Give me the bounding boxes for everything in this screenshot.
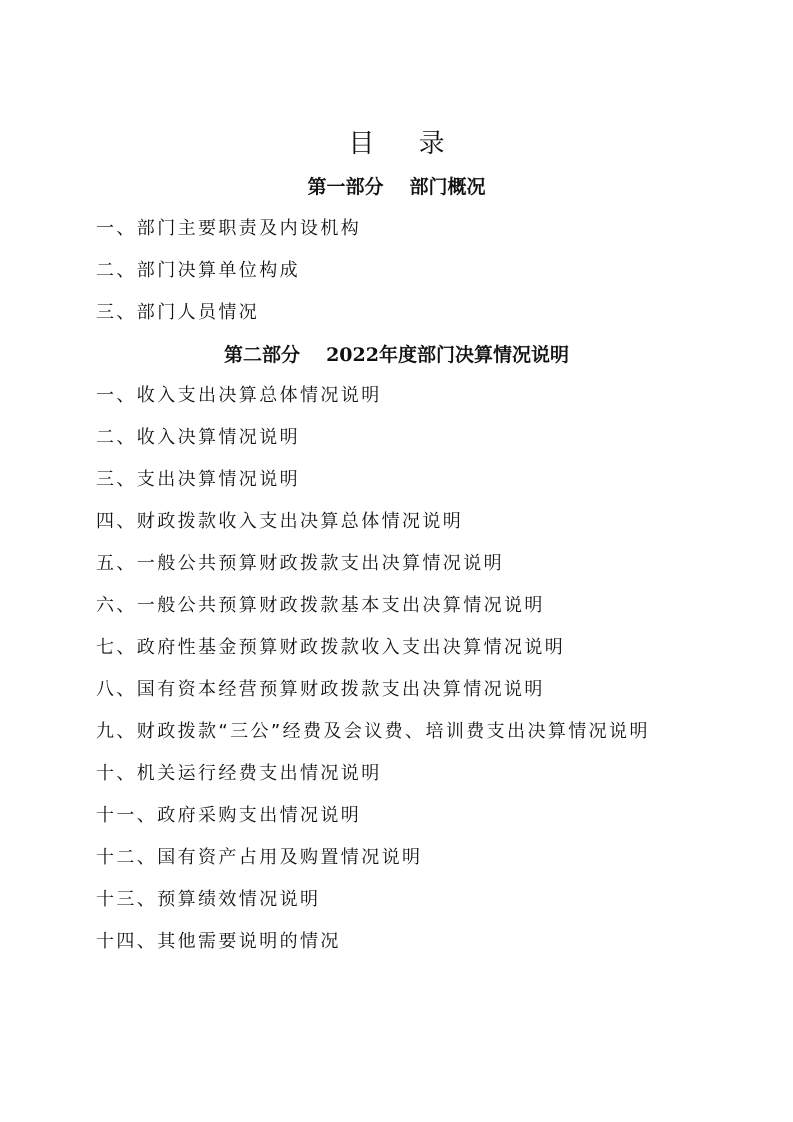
toc-item-2-11[interactable]: 十一、政府采购支出情况说明 [96,805,362,826]
toc-item-2-3[interactable]: 三、支出决算情况说明 [96,469,300,490]
toc-item-2-8[interactable]: 八、国有资本经营预算财政拨款支出决算情况说明 [96,679,545,700]
toc-item-2-10[interactable]: 十、机关运行经费支出情况说明 [96,763,382,784]
toc-item-2-12[interactable]: 十二、国有资产占用及购置情况说明 [96,847,423,868]
part2-label: 第二部分 [224,344,301,366]
part1-heading [0,174,793,200]
toc-item-2-4[interactable]: 四、财政拨款收入支出决算总体情况说明 [96,511,464,532]
part2-heading [0,342,793,368]
toc-item-1-1[interactable]: 一、部门主要职责及内设机构 [96,218,362,239]
part2-title: 2022年度部门决算情况说明 [326,344,569,366]
toc-item-2-1[interactable]: 一、收入支出决算总体情况说明 [96,385,382,406]
toc-item-2-14[interactable]: 十四、其他需要说明的情况 [96,931,341,952]
toc-item-1-3[interactable]: 三、部门人员情况 [96,302,260,323]
part1-label: 第一部分 [307,176,384,198]
toc-item-2-5[interactable]: 五、一般公共预算财政拨款支出决算情况说明 [96,553,504,574]
part1-title: 部门概况 [409,176,486,198]
toc-item-2-6[interactable]: 六、一般公共预算财政拨款基本支出决算情况说明 [96,595,545,616]
toc-item-2-2[interactable]: 二、收入决算情况说明 [96,427,300,448]
toc-item-2-13[interactable]: 十三、预算绩效情况说明 [96,889,321,910]
toc-item-2-9[interactable]: 九、财政拨款“三公”经费及会议费、培训费支出决算情况说明 [96,721,650,742]
toc-title: 目 录 [348,129,463,159]
toc-item-1-2[interactable]: 二、部门决算单位构成 [96,260,300,281]
toc-item-2-7[interactable]: 七、政府性基金预算财政拨款收入支出决算情况说明 [96,637,566,658]
